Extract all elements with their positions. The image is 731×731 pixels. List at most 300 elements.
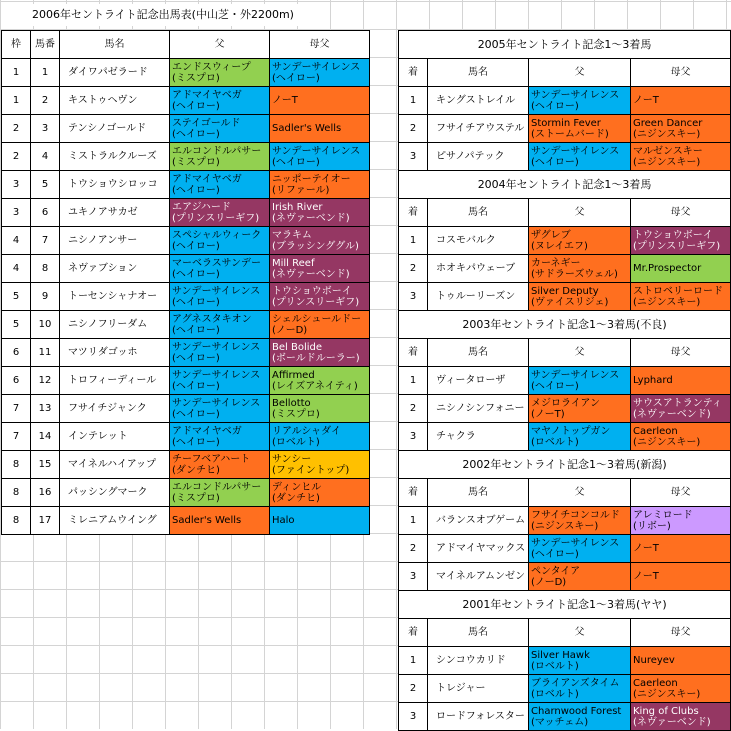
sire-cell[interactable] <box>170 283 270 311</box>
rank-cell[interactable]: 2 <box>399 675 428 703</box>
sire-cell[interactable] <box>529 563 631 591</box>
results-header-cell: 馬名 <box>428 479 529 507</box>
entry-row <box>2 367 370 395</box>
entry-row <box>2 143 370 171</box>
sire-cell-line: (ミスプロ) <box>172 72 220 84</box>
results-header-cell: 母父 <box>631 199 731 227</box>
damsire-cell-line: サンシー <box>272 453 312 465</box>
results-header-cell: 馬名 <box>428 59 529 87</box>
sire-cell[interactable] <box>170 339 270 367</box>
sire-cell[interactable] <box>529 535 631 563</box>
umaban-cell[interactable]: 13 <box>31 395 60 423</box>
horse-name-cell[interactable]: シンコウカリド <box>428 647 529 675</box>
damsire-cell-line: ディンヒル <box>272 481 322 493</box>
damsire-cell-line: Bel Bolide <box>272 341 323 353</box>
sire-cell[interactable] <box>170 255 270 283</box>
damsire-cell[interactable] <box>270 367 370 395</box>
results-header-cell: 父 <box>529 59 631 87</box>
damsire-cell-line: (ネヴァーベンド) <box>633 716 711 728</box>
results-table <box>398 30 731 731</box>
umaban-cell[interactable]: 17 <box>31 507 60 535</box>
damsire-cell[interactable] <box>631 675 731 703</box>
sire-cell-line: (ミスプロ) <box>172 492 220 504</box>
sire-cell-line: サンデーサイレンス <box>531 537 620 549</box>
sire-cell-line: サンデーサイレンス <box>172 341 261 353</box>
horse-name-cell[interactable]: ニシノフリーダム <box>60 311 170 339</box>
umaban-cell[interactable]: 1 <box>31 59 60 87</box>
damsire-cell-line: (ニジンスキー) <box>633 128 701 140</box>
year-caption-row <box>399 311 731 339</box>
sire-cell[interactable] <box>529 115 631 143</box>
sire-cell-line: (ヘイロー) <box>531 100 579 112</box>
results-header-cell: 馬名 <box>428 199 529 227</box>
sire-cell[interactable] <box>170 311 270 339</box>
result-row <box>399 563 731 591</box>
results-header-cell: 母父 <box>631 479 731 507</box>
sire-cell[interactable] <box>529 395 631 423</box>
sire-cell[interactable] <box>529 367 631 395</box>
damsire-cell-line: (ニジンスキー) <box>633 156 701 168</box>
damsire-cell[interactable] <box>631 143 731 171</box>
waku-cell[interactable]: 6 <box>2 339 31 367</box>
damsire-cell-line: Halo <box>272 515 295 526</box>
sire-cell[interactable] <box>170 143 270 171</box>
rank-cell[interactable]: 2 <box>399 395 428 423</box>
waku-cell[interactable]: 4 <box>2 227 31 255</box>
sire-cell[interactable] <box>170 367 270 395</box>
entry-row <box>2 339 370 367</box>
horse-name-cell[interactable]: マツリダゴッホ <box>60 339 170 367</box>
damsire-cell[interactable] <box>270 115 370 143</box>
sire-cell-line: サンデーサイレンス <box>531 369 620 381</box>
waku-cell[interactable]: 7 <box>2 395 31 423</box>
sire-cell-line: Stormin Fever <box>531 117 601 129</box>
damsire-cell-line: Mill Reef <box>272 257 315 269</box>
sire-cell-line: Sadler's Wells <box>172 515 242 526</box>
damsire-cell-line: (ノーD) <box>272 324 308 336</box>
damsire-cell[interactable] <box>631 395 731 423</box>
damsire-cell[interactable] <box>631 563 731 591</box>
year-caption-row <box>399 31 731 59</box>
results-header-cell: 馬名 <box>428 619 529 647</box>
horse-name-cell[interactable]: パッシングマーク <box>60 479 170 507</box>
damsire-cell-line: (リファール) <box>272 184 330 196</box>
rank-cell[interactable]: 3 <box>399 143 428 171</box>
result-row <box>399 87 731 115</box>
damsire-cell[interactable] <box>270 59 370 87</box>
sire-cell-line: サンデーサイレンス <box>172 369 261 381</box>
sire-cell-line: (ヘイロー) <box>172 184 220 196</box>
horse-name-cell[interactable]: マイネルハイアップ <box>60 451 170 479</box>
damsire-cell-line: シェルシュールドー <box>272 313 362 325</box>
damsire-cell-line: (ネヴァーベンド) <box>633 408 711 420</box>
entry-row <box>2 199 370 227</box>
horse-name-cell[interactable]: ホオキパウェーブ <box>428 255 529 283</box>
damsire-cell[interactable] <box>631 87 731 115</box>
rank-cell[interactable]: 1 <box>399 227 428 255</box>
sire-cell[interactable] <box>529 283 631 311</box>
sire-cell-line: チーフベアハート <box>172 453 251 465</box>
entry-row <box>2 283 370 311</box>
results-header-row <box>399 199 731 227</box>
horse-name-cell[interactable]: ヴィータローザ <box>428 367 529 395</box>
sire-cell-line: スペシャルウィーク <box>172 229 262 241</box>
horse-name-cell[interactable]: コスモバルク <box>428 227 529 255</box>
damsire-cell-line: (ネヴァーベンド) <box>272 212 350 224</box>
entry-row <box>2 87 370 115</box>
damsire-cell[interactable] <box>631 115 731 143</box>
damsire-cell[interactable] <box>270 339 370 367</box>
waku-cell[interactable]: 2 <box>2 115 31 143</box>
sire-cell-line: ザグレブ <box>531 229 571 241</box>
horse-name-cell[interactable]: トウショウシロッコ <box>60 171 170 199</box>
entry-row <box>2 227 370 255</box>
umaban-cell[interactable]: 5 <box>31 171 60 199</box>
horse-name-cell[interactable]: キストゥヘヴン <box>60 87 170 115</box>
umaban-cell[interactable]: 16 <box>31 479 60 507</box>
damsire-cell-line: サウスアトランティ <box>633 397 722 409</box>
results-header-cell: 母父 <box>631 59 731 87</box>
horse-name-cell[interactable]: バランスオブゲーム <box>428 507 529 535</box>
sire-cell-line: サンデーサイレンス <box>531 89 620 101</box>
damsire-cell-line: マラキム <box>272 229 312 241</box>
rank-cell[interactable]: 2 <box>399 115 428 143</box>
waku-cell[interactable]: 6 <box>2 367 31 395</box>
umaban-cell[interactable]: 15 <box>31 451 60 479</box>
damsire-cell-line: Bellotto <box>272 397 311 409</box>
horse-name-cell[interactable]: フサイチアウステル <box>428 115 529 143</box>
sire-cell-line: マヤノトップガン <box>531 425 611 437</box>
entries-header-cell: 馬名 <box>60 31 170 59</box>
results-header-cell: 父 <box>529 199 631 227</box>
result-row <box>399 647 731 675</box>
sire-cell-line: ペンタイア <box>531 565 581 577</box>
waku-cell[interactable]: 1 <box>2 59 31 87</box>
entry-row <box>2 395 370 423</box>
sire-cell-line: (ヘイロー) <box>172 436 220 448</box>
sire-cell[interactable] <box>529 507 631 535</box>
waku-cell[interactable]: 5 <box>2 311 31 339</box>
result-row <box>399 115 731 143</box>
horse-name-cell[interactable]: キングストレイル <box>428 87 529 115</box>
damsire-cell[interactable] <box>270 479 370 507</box>
rank-cell[interactable]: 2 <box>399 535 428 563</box>
sire-cell[interactable] <box>170 423 270 451</box>
sire-cell-line: (ヴァイスリジェ) <box>531 296 609 308</box>
damsire-cell[interactable] <box>631 535 731 563</box>
sire-cell[interactable] <box>529 255 631 283</box>
damsire-cell[interactable] <box>270 451 370 479</box>
sire-cell-line: メジロライアン <box>531 397 600 409</box>
horse-name-cell[interactable]: ピサノパテック <box>428 143 529 171</box>
damsire-cell[interactable] <box>631 227 731 255</box>
damsire-cell-line: ノーT <box>633 543 659 554</box>
sire-cell-line: (プリンスリーギフ) <box>172 212 260 224</box>
damsire-cell-line: サンデーサイレンス <box>272 145 361 157</box>
horse-name-cell[interactable]: ロードフォレスター <box>428 703 529 731</box>
sire-cell-line: (ノーD) <box>531 576 567 588</box>
sire-cell[interactable] <box>170 115 270 143</box>
damsire-cell-line: (ミスプロ) <box>272 408 320 420</box>
damsire-cell[interactable] <box>631 283 731 311</box>
rank-cell[interactable]: 1 <box>399 507 428 535</box>
waku-cell[interactable]: 8 <box>2 479 31 507</box>
results-header-cell: 母父 <box>631 619 731 647</box>
result-row <box>399 255 731 283</box>
entry-row <box>2 115 370 143</box>
result-row <box>399 367 731 395</box>
sheet-title: 2006年セントライト記念出馬表(中山芝・外2200m) <box>28 4 298 26</box>
sire-cell[interactable] <box>170 199 270 227</box>
sire-cell-line: (ヌレイエフ) <box>531 240 588 252</box>
waku-cell[interactable]: 8 <box>2 507 31 535</box>
horse-name-cell[interactable]: ミストラルクルーズ <box>60 143 170 171</box>
sire-cell-line: (ヘイロー) <box>172 240 220 252</box>
damsire-cell[interactable] <box>270 227 370 255</box>
sire-cell-line: カーネギー <box>531 257 581 269</box>
rank-cell[interactable]: 3 <box>399 423 428 451</box>
year-caption: 2001年セントライト記念1～3着馬(ヤヤ) <box>399 591 731 619</box>
damsire-cell-line: Green Dancer <box>633 117 703 129</box>
rank-cell[interactable]: 2 <box>399 255 428 283</box>
sire-cell-line: (ロベルト) <box>531 436 579 448</box>
horse-name-cell[interactable]: ユキノアサカゼ <box>60 199 170 227</box>
sire-cell[interactable] <box>529 423 631 451</box>
waku-cell[interactable]: 5 <box>2 283 31 311</box>
damsire-cell-line: (ニジンスキー) <box>633 688 701 700</box>
sire-cell-line: (ヘイロー) <box>172 324 220 336</box>
horse-name-cell[interactable]: トレジャー <box>428 675 529 703</box>
rank-cell[interactable]: 3 <box>399 703 428 731</box>
damsire-cell[interactable] <box>631 255 731 283</box>
damsire-cell[interactable] <box>270 143 370 171</box>
sire-cell-line: (ヘイロー) <box>172 128 220 140</box>
damsire-cell-line: マルゼンスキー <box>633 145 703 157</box>
damsire-cell-line: Nureyev <box>633 655 675 666</box>
waku-cell[interactable]: 3 <box>2 171 31 199</box>
damsire-cell-line: (ヘイロー) <box>272 156 320 168</box>
umaban-cell[interactable]: 4 <box>31 143 60 171</box>
results-header-row <box>399 59 731 87</box>
umaban-cell[interactable]: 3 <box>31 115 60 143</box>
sire-cell[interactable] <box>170 507 270 535</box>
damsire-cell-line: (ファイントップ) <box>272 464 350 476</box>
entries-table <box>1 30 370 535</box>
damsire-cell-line: (ヘイロー) <box>272 72 320 84</box>
damsire-cell-line: サンデーサイレンス <box>272 61 361 73</box>
waku-cell[interactable]: 8 <box>2 451 31 479</box>
damsire-cell[interactable] <box>270 423 370 451</box>
rank-cell[interactable]: 1 <box>399 367 428 395</box>
damsire-cell-line: Mr.Prospector <box>633 263 702 274</box>
umaban-cell[interactable]: 7 <box>31 227 60 255</box>
damsire-cell-line: (レイズアネイティ) <box>272 380 358 392</box>
horse-name-cell[interactable]: ニシノアンサー <box>60 227 170 255</box>
damsire-cell-line: King of Clubs <box>633 705 699 717</box>
entry-row <box>2 59 370 87</box>
sire-cell[interactable] <box>170 171 270 199</box>
entry-row <box>2 171 370 199</box>
sire-cell-line: (ヘイロー) <box>172 352 220 364</box>
damsire-cell[interactable] <box>631 367 731 395</box>
horse-name-cell[interactable]: ミレニアムウイング <box>60 507 170 535</box>
damsire-cell-line: ノーT <box>272 95 298 106</box>
horse-name-cell[interactable]: ニシノシンフォニー <box>428 395 529 423</box>
umaban-cell[interactable]: 11 <box>31 339 60 367</box>
damsire-cell[interactable] <box>270 311 370 339</box>
year-caption-row <box>399 591 731 619</box>
horse-name-cell[interactable]: マイネルアムンゼン <box>428 563 529 591</box>
damsire-cell[interactable] <box>270 283 370 311</box>
damsire-cell[interactable] <box>270 199 370 227</box>
sire-cell-line: Charnwood Forest <box>531 705 622 717</box>
sire-cell[interactable] <box>529 703 631 731</box>
umaban-cell[interactable]: 6 <box>31 199 60 227</box>
sire-cell[interactable] <box>170 87 270 115</box>
horse-name-cell[interactable]: ダイワパゼラード <box>60 59 170 87</box>
rank-cell[interactable]: 1 <box>399 87 428 115</box>
sire-cell-line: エアジハード <box>172 201 231 213</box>
sire-cell-line: マーベラスサンデー <box>172 257 261 269</box>
sire-cell-line: (ストームバード) <box>531 128 609 140</box>
results-header-cell: 父 <box>529 479 631 507</box>
sire-cell-line: サンデーサイレンス <box>531 145 620 157</box>
sire-cell-line: (ヘイロー) <box>172 268 220 280</box>
sire-cell-line: (ニジンスキー) <box>531 520 599 532</box>
sire-cell[interactable] <box>529 647 631 675</box>
damsire-cell[interactable] <box>631 647 731 675</box>
sire-cell-line: Silver Deputy <box>531 285 599 297</box>
damsire-cell-line: (ニジンスキー) <box>633 296 701 308</box>
year-caption-row <box>399 451 731 479</box>
damsire-cell-line: ノーT <box>633 571 659 582</box>
horse-name-cell[interactable]: アドマイヤマックス <box>428 535 529 563</box>
damsire-cell-line: (ブラッシンググル) <box>272 240 359 252</box>
horse-name-cell[interactable]: トロフィーディール <box>60 367 170 395</box>
entry-row <box>2 311 370 339</box>
damsire-cell-line: ストロベリーロード <box>633 285 723 297</box>
damsire-cell-line: ノーT <box>633 95 659 106</box>
sire-cell-line: Silver Hawk <box>531 649 590 661</box>
entry-row <box>2 507 370 535</box>
sire-cell[interactable] <box>529 87 631 115</box>
damsire-cell[interactable] <box>270 507 370 535</box>
damsire-cell[interactable] <box>270 87 370 115</box>
umaban-cell[interactable]: 8 <box>31 255 60 283</box>
sire-cell[interactable] <box>529 227 631 255</box>
damsire-cell-line: Irish River <box>272 201 323 213</box>
results-header-row <box>399 339 731 367</box>
year-caption: 2002年セントライト記念1～3着馬(新潟) <box>399 451 731 479</box>
result-row <box>399 395 731 423</box>
result-row <box>399 703 731 731</box>
result-row <box>399 423 731 451</box>
rank-cell[interactable]: 3 <box>399 563 428 591</box>
sire-cell-line: (ロベルト) <box>531 688 579 700</box>
rank-cell[interactable]: 3 <box>399 283 428 311</box>
sire-cell[interactable] <box>170 395 270 423</box>
sire-cell-line: サンデーサイレンス <box>172 397 261 409</box>
damsire-cell[interactable] <box>270 395 370 423</box>
sire-cell[interactable] <box>529 675 631 703</box>
sire-cell-line: アドマイヤベガ <box>172 425 242 437</box>
results-header-cell: 着 <box>399 479 428 507</box>
horse-name-cell[interactable]: フサイチジャンク <box>60 395 170 423</box>
horse-name-cell[interactable]: チャクラ <box>428 423 529 451</box>
sire-cell-line: (ヘイロー) <box>531 380 579 392</box>
horse-name-cell[interactable]: インテレット <box>60 423 170 451</box>
horse-name-cell[interactable]: トーセンシャナオー <box>60 283 170 311</box>
sire-cell-line: (サドラーズウェル) <box>531 268 618 280</box>
waku-cell[interactable]: 3 <box>2 199 31 227</box>
sire-cell-line: エルコンドルパサー <box>172 481 262 493</box>
sire-cell-line: (ヘイロー) <box>172 380 220 392</box>
damsire-cell-line: Caerleon <box>633 677 678 689</box>
result-row <box>399 507 731 535</box>
damsire-cell-line: アレミロード <box>633 509 693 521</box>
entry-row <box>2 423 370 451</box>
sire-cell[interactable] <box>170 451 270 479</box>
sire-cell[interactable] <box>170 59 270 87</box>
umaban-cell[interactable]: 10 <box>31 311 60 339</box>
results-header-cell: 父 <box>529 619 631 647</box>
damsire-cell[interactable] <box>631 423 731 451</box>
result-row <box>399 227 731 255</box>
umaban-cell[interactable]: 9 <box>31 283 60 311</box>
horse-name-cell[interactable]: テンシノゴールド <box>60 115 170 143</box>
result-row <box>399 535 731 563</box>
sire-cell-line: (ミスプロ) <box>172 156 220 168</box>
damsire-cell-line: Sadler's Wells <box>272 123 342 134</box>
results-header-cell: 着 <box>399 339 428 367</box>
horse-name-cell[interactable]: ネヴァブション <box>60 255 170 283</box>
sire-cell-line: エルコンドルパサー <box>172 145 262 157</box>
damsire-cell-line: リアルシャダイ <box>272 425 341 437</box>
umaban-cell[interactable]: 12 <box>31 367 60 395</box>
waku-cell[interactable]: 7 <box>2 423 31 451</box>
damsire-cell-line: Caerleon <box>633 425 678 437</box>
results-header-cell: 父 <box>529 339 631 367</box>
results-header-cell: 着 <box>399 59 428 87</box>
horse-name-cell[interactable]: トゥルーリーズン <box>428 283 529 311</box>
waku-cell[interactable]: 4 <box>2 255 31 283</box>
damsire-cell-line: Affirmed <box>272 369 315 381</box>
umaban-cell[interactable]: 2 <box>31 87 60 115</box>
umaban-cell[interactable]: 14 <box>31 423 60 451</box>
entries-header-cell: 枠 <box>2 31 31 59</box>
damsire-cell[interactable] <box>270 255 370 283</box>
result-row <box>399 283 731 311</box>
damsire-cell[interactable] <box>631 507 731 535</box>
waku-cell[interactable]: 1 <box>2 87 31 115</box>
damsire-cell[interactable] <box>631 703 731 731</box>
sire-cell[interactable] <box>529 143 631 171</box>
sire-cell-line: (ヘイロー) <box>172 100 220 112</box>
sire-cell-line: アドマイヤベガ <box>172 173 242 185</box>
entries-header-cell: 馬番 <box>31 31 60 59</box>
sire-cell[interactable] <box>170 479 270 507</box>
entry-row <box>2 451 370 479</box>
damsire-cell-line: (ネヴァーベンド) <box>272 268 350 280</box>
sire-cell-line: エンドスウィープ <box>172 61 251 73</box>
waku-cell[interactable]: 2 <box>2 143 31 171</box>
entry-row <box>2 255 370 283</box>
sire-cell[interactable] <box>170 227 270 255</box>
damsire-cell[interactable] <box>270 171 370 199</box>
rank-cell[interactable]: 1 <box>399 647 428 675</box>
sire-cell-line: (ノーT) <box>531 408 565 420</box>
damsire-cell-line: Lyphard <box>633 375 673 386</box>
